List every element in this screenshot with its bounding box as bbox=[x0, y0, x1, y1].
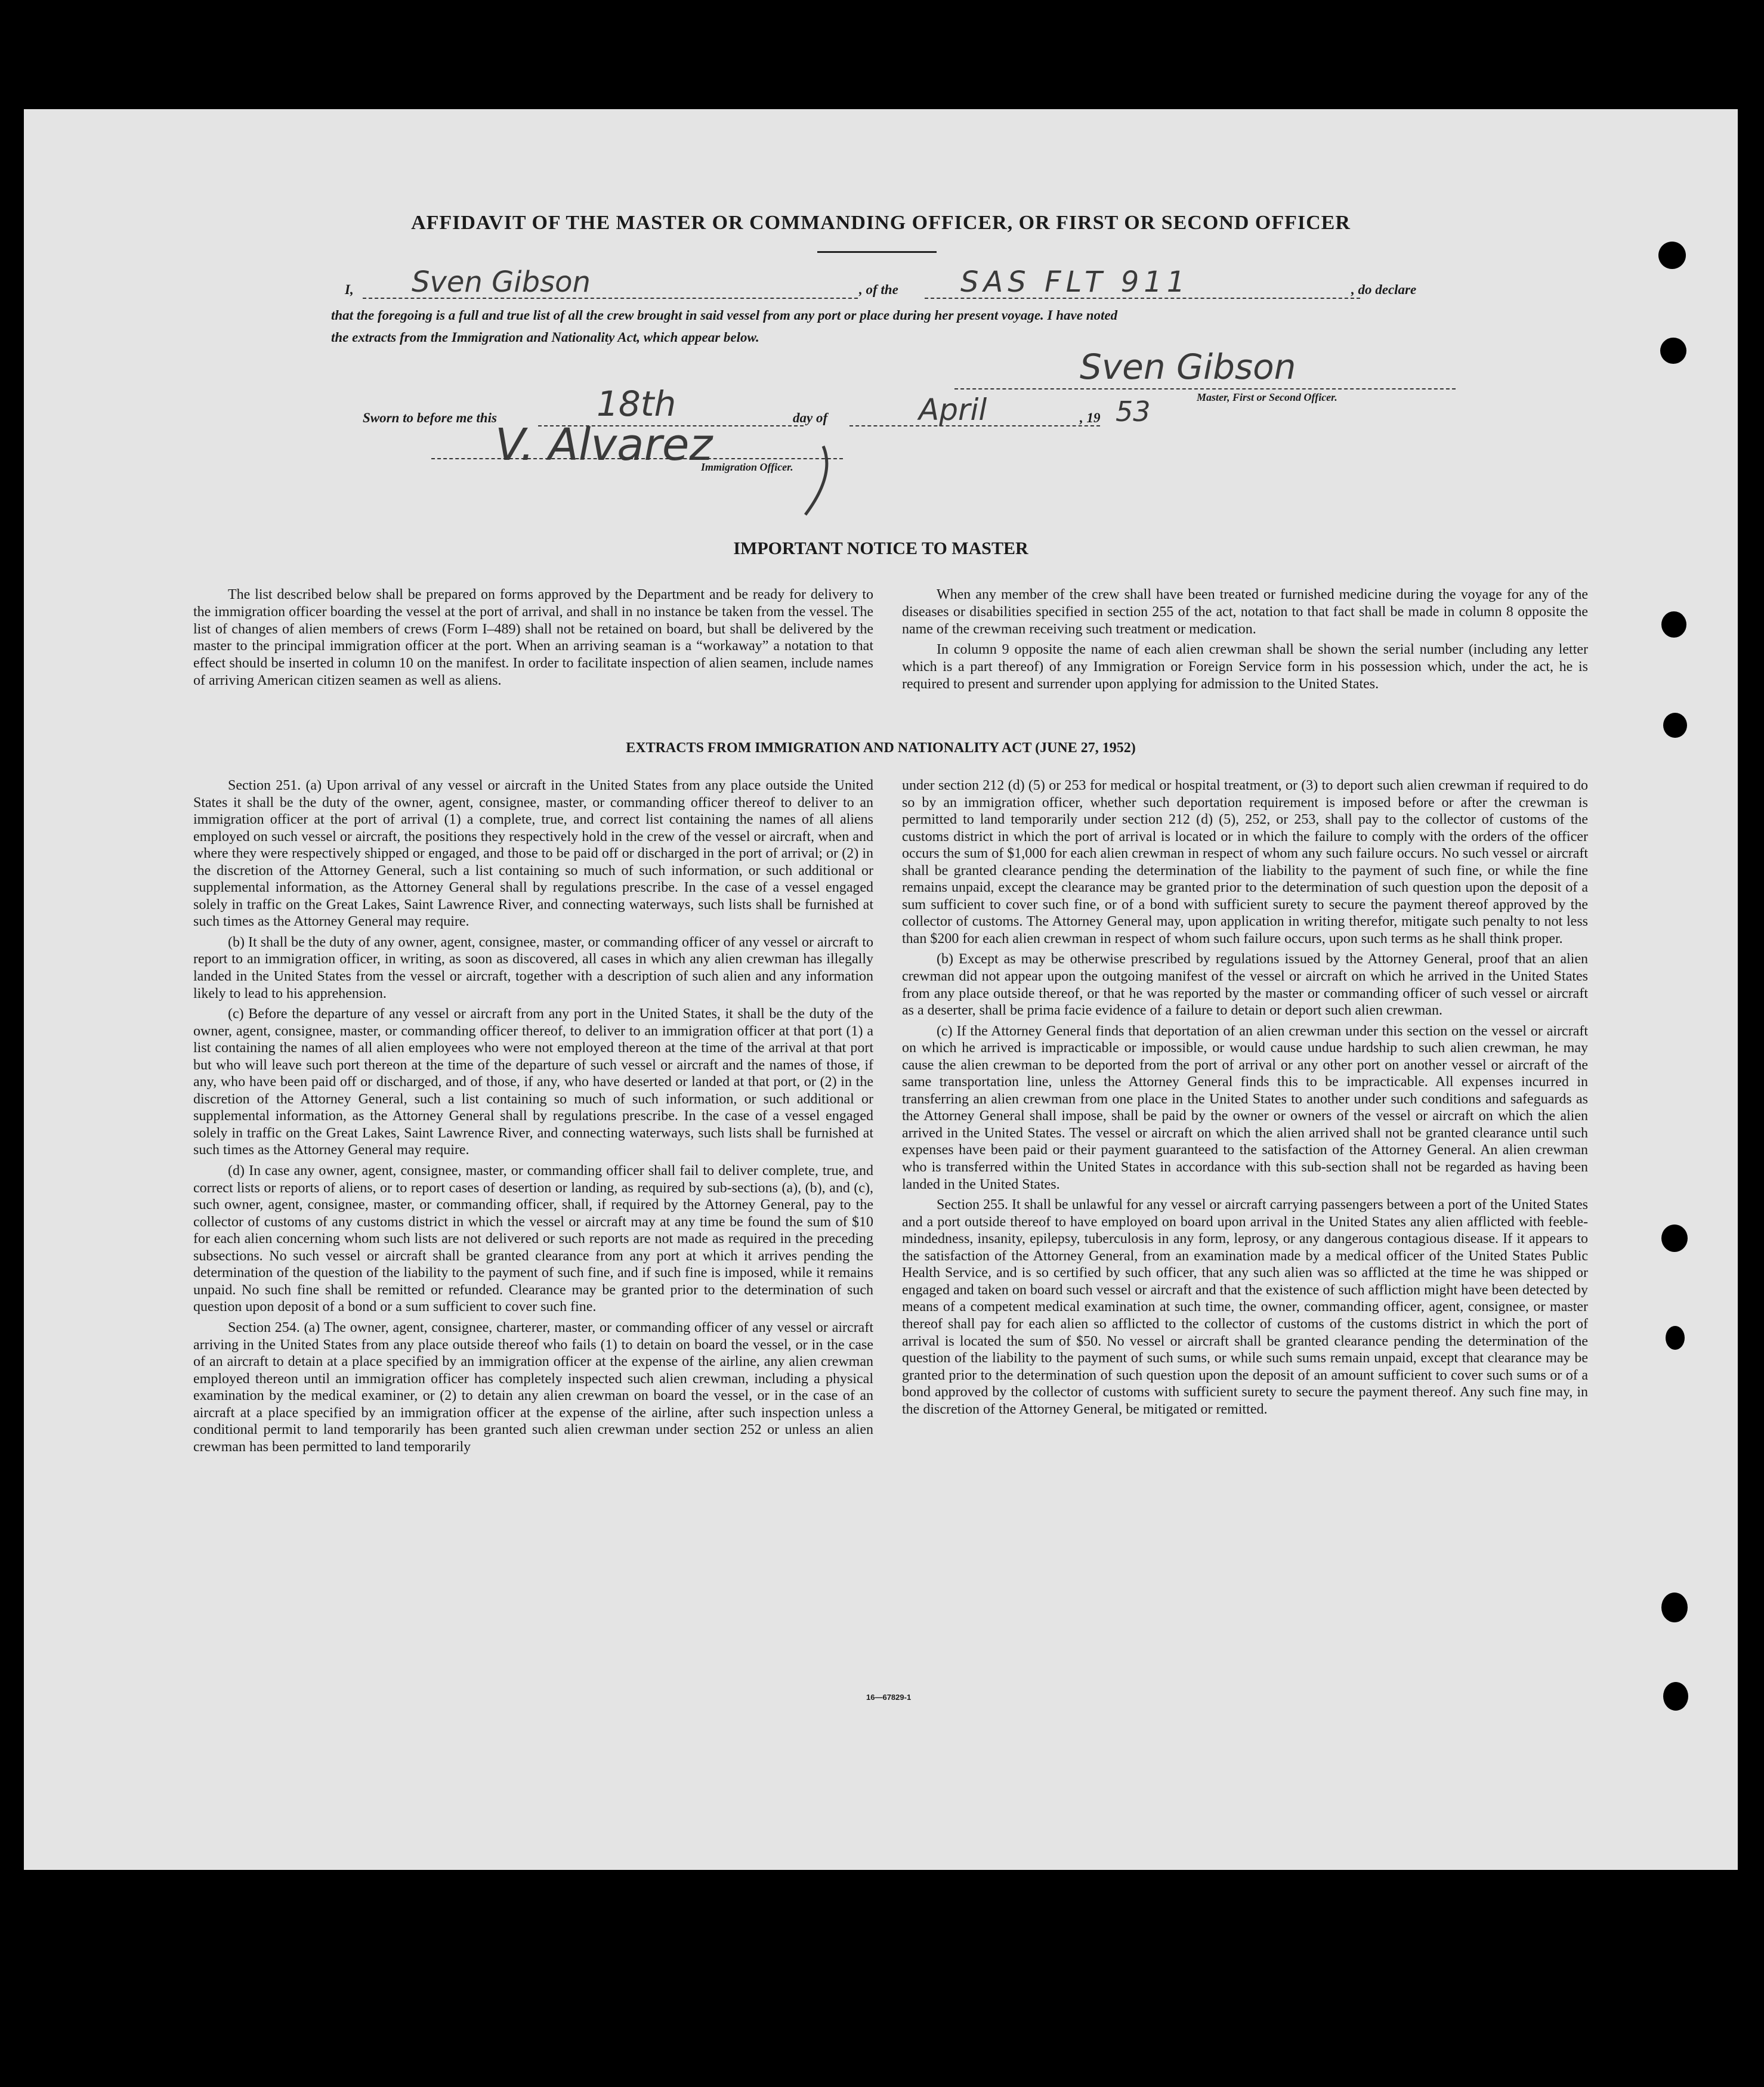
year-handwriting: 53 bbox=[1116, 395, 1151, 428]
do-declare-label: , do declare bbox=[1351, 282, 1417, 297]
punch-hole bbox=[1660, 338, 1686, 364]
extracts-left-column bbox=[193, 777, 873, 1459]
master-signature-caption: Master, First or Second Officer. bbox=[1197, 391, 1337, 403]
signature-flourish bbox=[799, 443, 835, 521]
day-handwriting: 18th bbox=[597, 384, 676, 424]
extract-paragraph: (c) If the Attorney General finds that deportation of an alien crewman under this section on the vessel or aircraft on which he arrived is impracticable or impossible, or would cause undue hardship to such alien crewman, he may cause the alien crewman to be deported from the port of arrival or any other port on another vessel or aircraft of the same transportation line, unless the Attorney General finds this to be impracticable. All expenses incurred in transferring an alien crewman from one place in the United States to another under such conditions and safeguards as the Attorney General shall impose, shall be paid by the owner or owners of the vessel or aircraft on which the alien arrived in the United States. The vessel or aircraft on which the alien arrived shall not be granted clearance until such expenses have been paid or their payment guaranteed to the satisfaction of the Attorney General. An alien crewman who is transferred within the United States in accordance with this sub-section shall not be regarded as having been landed in the United States. bbox=[902, 1023, 1588, 1192]
document-page bbox=[24, 109, 1738, 1870]
extract-paragraph: under section 212 (d) (5) or 253 for medical or hospital treatment, or (3) to deport such alien crewman if required to do so by an immigration officer, whether such deportation requirement is imposed before or after the crewman is permitted to land temporarily under section 212 (d) (5), 252, or 253, shall pay to the collector of customs of the customs district in which the port of arrival is located or in which the failure to comply with the orders of the officer occurs the sum of $1,000 for each alien crewman in respect of whom any such failure occurs. No such vessel or aircraft shall be granted clearance pending the determination of the liability to the payment of such fine, or while the fine remains unpaid, except the clearance may be granted prior to the determination of such question upon the deposit of a sum sufficient to cover such fine, or of a bond with sufficient surety to secure the payment thereof approved by the collector of customs. The Attorney General may, upon application in writing therefor, mitigate such penalty to not less than $200 for each alien crewman in respect of whom such failure occurs, upon such terms as he shall think proper. bbox=[902, 778, 1588, 947]
punch-hole bbox=[1663, 713, 1687, 738]
notice-right-column bbox=[902, 586, 1588, 697]
form-number: 16—67829-1 bbox=[866, 1693, 912, 1702]
extracts-title: EXTRACTS FROM IMMIGRATION AND NATIONALITY ACT (JUNE 27, 1952) bbox=[626, 740, 1136, 756]
affidavit-title: AFFIDAVIT OF THE MASTER OR COMMANDING OFFICER, OR FIRST OR SECOND OFFICER bbox=[411, 212, 1351, 234]
declaration-line-1: that the foregoing is a full and true list of all the crew brought in said vessel from any port or place during her present voyage. I have noted bbox=[331, 308, 1118, 323]
of-the-label: , of the bbox=[859, 282, 898, 297]
punch-hole bbox=[1661, 1225, 1688, 1252]
notice-left-column bbox=[193, 586, 873, 693]
officer-signature-handwriting: V. Alvarez bbox=[495, 419, 713, 471]
year-prefix: , 19 bbox=[1080, 410, 1101, 425]
officer-signature-line bbox=[431, 458, 843, 459]
extract-paragraph: (c) Before the departure of any vessel or aircraft from any port in the United States, it shall be the duty of the owner, agent, consignee, master, or commanding officer thereof, to deliver to an immigration officer at that port (1) a list containing the names of all alien employees who were not employed thereon at the time of the arrival at that port but who will leave such port thereon at the time of the departure of such vessel or aircraft and the names of those, if any, who have been paid off or discharged, and of those, if any, who have deserted or landed at that port, or (2) in the discretion of the Attorney General, such a list containing so much of such information, or such additional or supplemental information, as the Attorney General shall by regulations prescribe. In the case of a vessel engaged solely in traffic on the Great Lakes, Saint Lawrence River, and connecting waterways, such lists shall be furnished at such times as the Attorney General may require. bbox=[193, 1006, 873, 1158]
notice-paragraph: When any member of the crew shall have been treated or furnished medicine during the voyage for any of the diseases or disabilities specified in section 255 of the act, notation to that fact shall be made in column 8 opposite the name of the crewman receiving such treatment or medication. bbox=[902, 587, 1588, 637]
vessel-handwriting: SAS FLT 911 bbox=[960, 265, 1190, 299]
extract-paragraph: Section 255. It shall be unlawful for any vessel or aircraft carrying passengers between a port of the United States and a port outside thereof to have employed on board upon arrival in the United States any alien afflicted with feeble-mindedness, insanity, epilepsy, tuberculosis in any form, leprosy, or any dangerous contagious disease. If it appears to the satisfaction of the Attorney General, from an examination made by a medical officer of the United States Public Health Service, and is so certified by such officer, that any such alien was so afflicted at the time he was shipped or engaged and taken on board such vessel or aircraft and that the existence of such affliction might have been detected by means of a competent medical examination at such time, the owner, commanding officer, agent, consignee, or master thereof shall pay for each alien so afflicted to the collector of customs of the customs district in which the port of arrival is located the sum of $50. No vessel or aircraft shall be granted clearance pending the determination of the question of the liability to the payment of such sums, or while such sums remain unpaid, except that clearance may be granted prior to the determination of such question upon the deposit of an amount sufficient to cover such sums or of a bond approved by the collector of customs with sufficient surety to secure the payment thereof. Any such fine may, in the discretion of the Attorney General, be mitigated or remitted. bbox=[902, 1197, 1588, 1417]
notice-paragraph: The list described below shall be prepared on forms approved by the Department and be ready for delivery to the immigration officer boarding the vessel at the port of arrival, and shall in no instance be taken from the vessel. The list of changes of alien members of crews (Form I–489) shall not be retained on board, but shall be delivered by the master to the principal immigration officer at the port. When an arriving seaman is a “workaway” a notation to that effect should be inserted in column 10 on the manifest. In order to facilitate inspection of alien seamen, include names of arriving American citizen seamen as well as aliens. bbox=[193, 587, 873, 688]
sworn-label: Sworn to before me this bbox=[363, 410, 497, 425]
officer-signature-caption: Immigration Officer. bbox=[701, 461, 793, 473]
notice-title: IMPORTANT NOTICE TO MASTER bbox=[733, 539, 1028, 558]
punch-hole bbox=[1663, 1682, 1688, 1711]
declaration-line-2: the extracts from the Immigration and Nationality Act, which appear below. bbox=[331, 330, 759, 345]
punch-hole bbox=[1666, 1326, 1685, 1350]
month-handwriting: April bbox=[919, 392, 987, 427]
day-of-label: day of bbox=[793, 410, 828, 425]
extract-paragraph: Section 254. (a) The owner, agent, consignee, charterer, master, or commanding officer of any vessel or aircraft arriving in the United States from any place outside thereof who fails (1) to detain on board the vessel, or in the case of an aircraft to detain at a place specified by an immigration officer at the expense of the airline, any alien crewman employed thereon until an immigration officer has completely inspected such alien crewman, including a physical examination by the medical examiner, or (2) to detain any alien crewman on board the vessel, or in the case of an aircraft at a place specified by an immigration officer at the expense of the airline, after such inspection unless a conditional permit to land temporarily has been granted such alien crewman under section 252 or unless an alien crewman has been permitted to land temporarily bbox=[193, 1319, 873, 1455]
notice-paragraph: In column 9 opposite the name of each alien crewman shall be shown the serial number (including any letter which is a part thereof) of any Immigration or Foreign Service form in his possession which, under the act, he is required to present and surrender upon applying for admission to the United States. bbox=[902, 642, 1588, 692]
i-label: I, bbox=[345, 282, 354, 297]
punch-hole bbox=[1658, 242, 1686, 269]
title-rule bbox=[817, 251, 937, 253]
punch-hole bbox=[1661, 611, 1686, 638]
extracts-right-column bbox=[902, 777, 1588, 1421]
extract-paragraph: (b) Except as may be otherwise prescribed by regulations issued by the Attorney General, proof that an alien crewman did not appear upon the outgoing manifest of the vessel or aircraft on which he arrived in the United States from any place outside thereof, or that he was reported by the master or commanding officer of such vessel or aircraft as a deserter, shall be prima facie evidence of a failure to detain or deport such alien crewman. bbox=[902, 951, 1588, 1019]
master-name-handwriting: Sven Gibson bbox=[412, 265, 591, 299]
master-signature-line bbox=[954, 388, 1456, 389]
extract-paragraph: (b) It shall be the duty of any owner, agent, consignee, master, or commanding officer of any vessel or aircraft to report to an immigration officer, in writing, as soon as discovered, all cases in which any alien crewman has illegally landed in the United States from the vessel or aircraft, together with a description of such alien and any information likely to lead to his apprehension. bbox=[193, 934, 873, 1001]
master-signature-handwriting: Sven Gibson bbox=[1080, 347, 1296, 387]
punch-hole bbox=[1661, 1593, 1688, 1622]
extract-paragraph: Section 251. (a) Upon arrival of any vessel or aircraft in the United States from any place outside the United States it shall be the duty of the owner, agent, consignee, master, or commanding officer thereof to deliver to an immigration officer at the port of arrival (1) a complete, true, and correct list containing the names of all aliens employed on such vessel or aircraft, the positions they respectively hold in the crew of the vessel or aircraft, when and where they were respectively shipped or engaged, and those to be paid off or discharged in the port of arrival; or (2) in the discretion of the Attorney General, such a list containing so much of such information, or such additional or supplemental information, as the Attorney General shall by regulations prescribe. In the case of a vessel engaged solely in traffic on the Great Lakes, Saint Lawrence River, and connecting waterways, such lists shall be furnished at such times as the Attorney General may require. bbox=[193, 778, 873, 930]
extract-paragraph: (d) In case any owner, agent, consignee, master, or commanding officer shall fail to deliver complete, true, and correct lists or reports of aliens, or to report cases of desertion or landing, as required by sub-sections (a), (b), and (c), such owner, agent, consignee, master, or commanding officer, shall, if required by the Attorney General, pay to the collector of customs of any customs district in which the vessel or aircraft may at any time be found the sum of $10 for each alien concerning whom such lists are not delivered or such reports are not made as required in the preceding subsections. No such vessel or aircraft shall be granted clearance from any port at which it arrives pending the determination of the question of the liability to the payment of such fine, and if such fine is imposed, while it remains unpaid. No such fine shall be remitted or refunded. Clearance may be granted prior to the determination of such question upon deposit of a bond or a sum sufficient to cover such fine. bbox=[193, 1163, 873, 1315]
